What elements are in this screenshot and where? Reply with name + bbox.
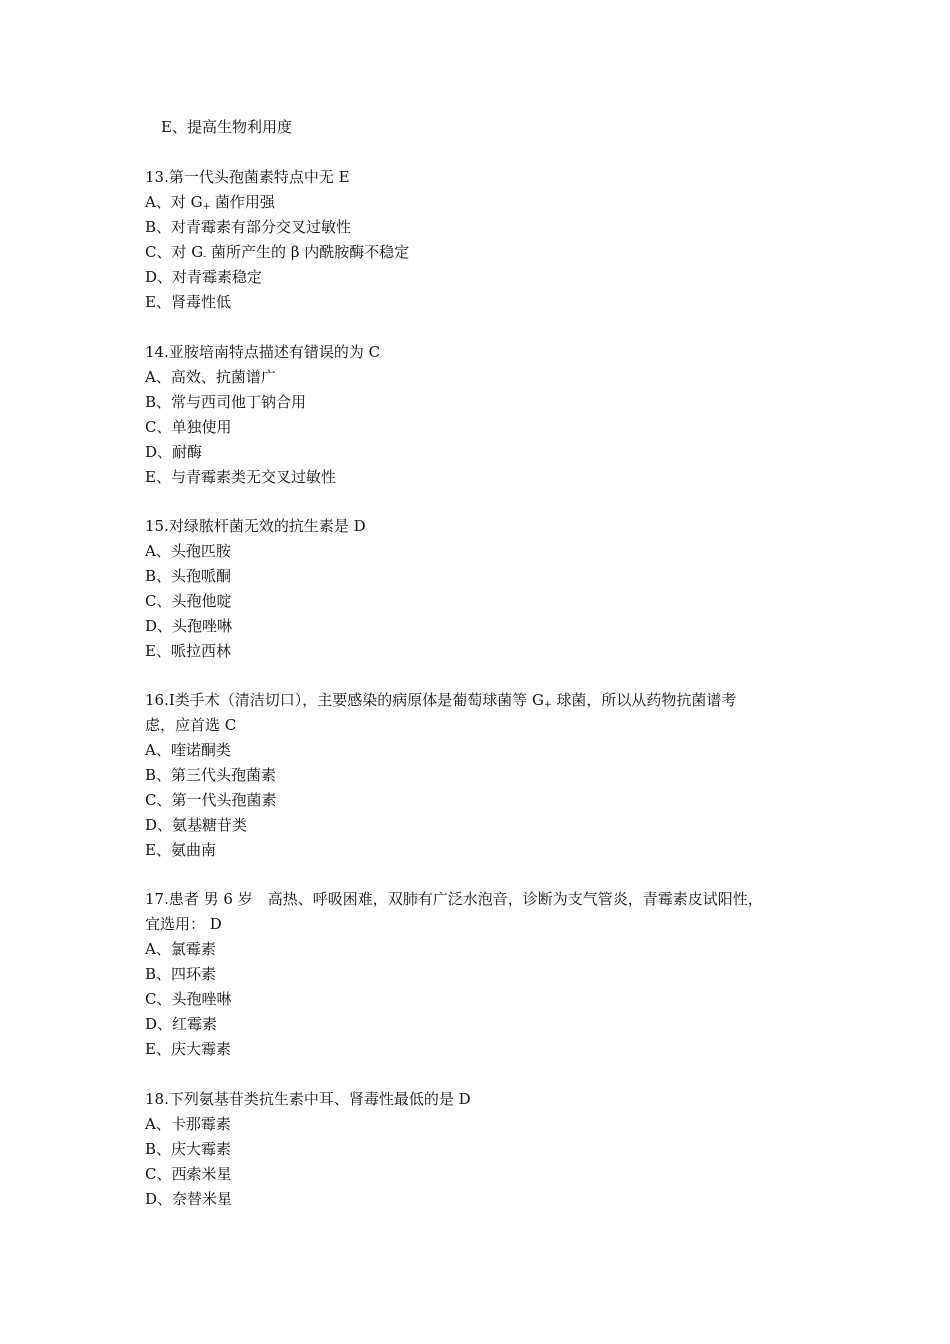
option-text: A、喹诺酮类 <box>145 741 231 759</box>
option-14-e <box>145 465 825 490</box>
question-17-stem-line-2 <box>145 912 825 937</box>
option-18-a <box>145 1112 825 1137</box>
question-text: 球菌，所以从药物抗菌谱考 <box>551 691 737 709</box>
option-13-a <box>145 190 825 215</box>
option-text: E、肾毒性低 <box>145 293 231 311</box>
option-text: 菌作用强 <box>210 193 275 211</box>
option-17-c <box>145 987 825 1012</box>
question-text: 18.下列氨基苷类抗生素中耳、肾毒性最低的是 D <box>145 1090 471 1108</box>
option-text: B、四环素 <box>145 965 217 983</box>
option-16-b <box>145 763 825 788</box>
option-13-c <box>145 240 825 265</box>
option-16-c <box>145 788 825 813</box>
option-16-a <box>145 738 825 763</box>
option-text: B、常与西司他丁钠合用 <box>145 393 307 411</box>
option-text: B、头孢哌酮 <box>145 567 232 585</box>
option-text: C、头孢唑啉 <box>145 990 232 1008</box>
option-13-b <box>145 215 825 240</box>
option-16-d <box>145 813 825 838</box>
question-text: 14.亚胺培南特点描述有错误的为 C <box>145 343 381 361</box>
question-14-stem <box>145 340 825 365</box>
option-text: C、第一代头孢菌素 <box>145 791 277 809</box>
option-18-c <box>145 1162 825 1187</box>
option-text: C、对 G <box>145 243 204 261</box>
option-13-d <box>145 265 825 290</box>
option-text: D、耐酶 <box>145 443 203 461</box>
option-text: B、第三代头孢菌素 <box>145 766 277 784</box>
option-text: E、庆大霉素 <box>145 1040 231 1058</box>
question-text: 16.Ⅰ类手术（清洁切口），主要感染的病原体是葡萄球菌等 G <box>145 691 545 709</box>
option-text: C、头孢他啶 <box>145 592 232 610</box>
option-12-e <box>161 115 841 140</box>
option-15-c <box>145 589 825 614</box>
question-18-stem <box>145 1087 825 1112</box>
subscript-plus: + <box>202 202 211 212</box>
option-18-b <box>145 1137 825 1162</box>
option-text: A、卡那霉素 <box>145 1115 231 1133</box>
option-text: A、氯霉素 <box>145 940 216 958</box>
option-15-b <box>145 564 825 589</box>
subscript-plus: + <box>544 700 552 710</box>
question-16-stem-line-1 <box>145 688 825 713</box>
option-text: A、头孢匹胺 <box>145 542 231 560</box>
option-17-a <box>145 937 825 962</box>
question-13-stem <box>145 165 825 190</box>
option-16-e <box>145 838 825 863</box>
question-16-stem-line-2 <box>145 713 825 738</box>
question-17-stem-line-1 <box>145 887 825 912</box>
option-text: C、西索米星 <box>145 1165 232 1183</box>
option-15-e <box>145 639 825 664</box>
option-14-d <box>145 440 825 465</box>
option-text: E、提高生物利用度 <box>161 118 292 136</box>
option-text: E、氨曲南 <box>145 841 216 859</box>
option-text: B、对青霉素有部分交叉过敏性 <box>145 218 352 236</box>
option-17-b <box>145 962 825 987</box>
question-text: 虑，应首选 C <box>145 716 237 734</box>
option-15-a <box>145 539 825 564</box>
option-15-d <box>145 614 825 639</box>
option-18-d <box>145 1187 825 1212</box>
option-17-e <box>145 1037 825 1062</box>
question-text: 13.第一代头孢菌素特点中无 E <box>145 168 350 186</box>
option-text: A、高效、抗菌谱广 <box>145 368 276 386</box>
option-text: D、红霉素 <box>145 1015 218 1033</box>
option-14-c <box>145 415 825 440</box>
option-text: E、哌拉西林 <box>145 642 231 660</box>
subscript-minus: - <box>203 252 207 262</box>
option-text: C、单独使用 <box>145 418 232 436</box>
option-17-d <box>145 1012 825 1037</box>
question-text: 宜选用： D <box>145 915 222 933</box>
question-15-stem <box>145 514 825 539</box>
option-text: D、对青霉素稳定 <box>145 268 263 286</box>
question-text: 15.对绿脓杆菌无效的抗生素是 D <box>145 517 366 535</box>
option-text: D、奈替米星 <box>145 1190 233 1208</box>
option-13-e <box>145 290 825 315</box>
option-text: D、头孢唑啉 <box>145 617 233 635</box>
option-text: A、对 G <box>145 193 203 211</box>
option-text: E、与青霉素类无交叉过敏性 <box>145 468 336 486</box>
option-text: 菌所产生的 β 内酰胺酶不稳定 <box>206 243 410 261</box>
option-text: D、氨基糖苷类 <box>145 816 248 834</box>
option-text: B、庆大霉素 <box>145 1140 232 1158</box>
option-14-b <box>145 390 825 415</box>
question-text: 17.患者 男 6 岁 高热、呼吸困难，双肺有广泛水泡音，诊断为支气管炎，青霉素皮试阳性， <box>145 890 763 908</box>
option-14-a <box>145 365 825 390</box>
